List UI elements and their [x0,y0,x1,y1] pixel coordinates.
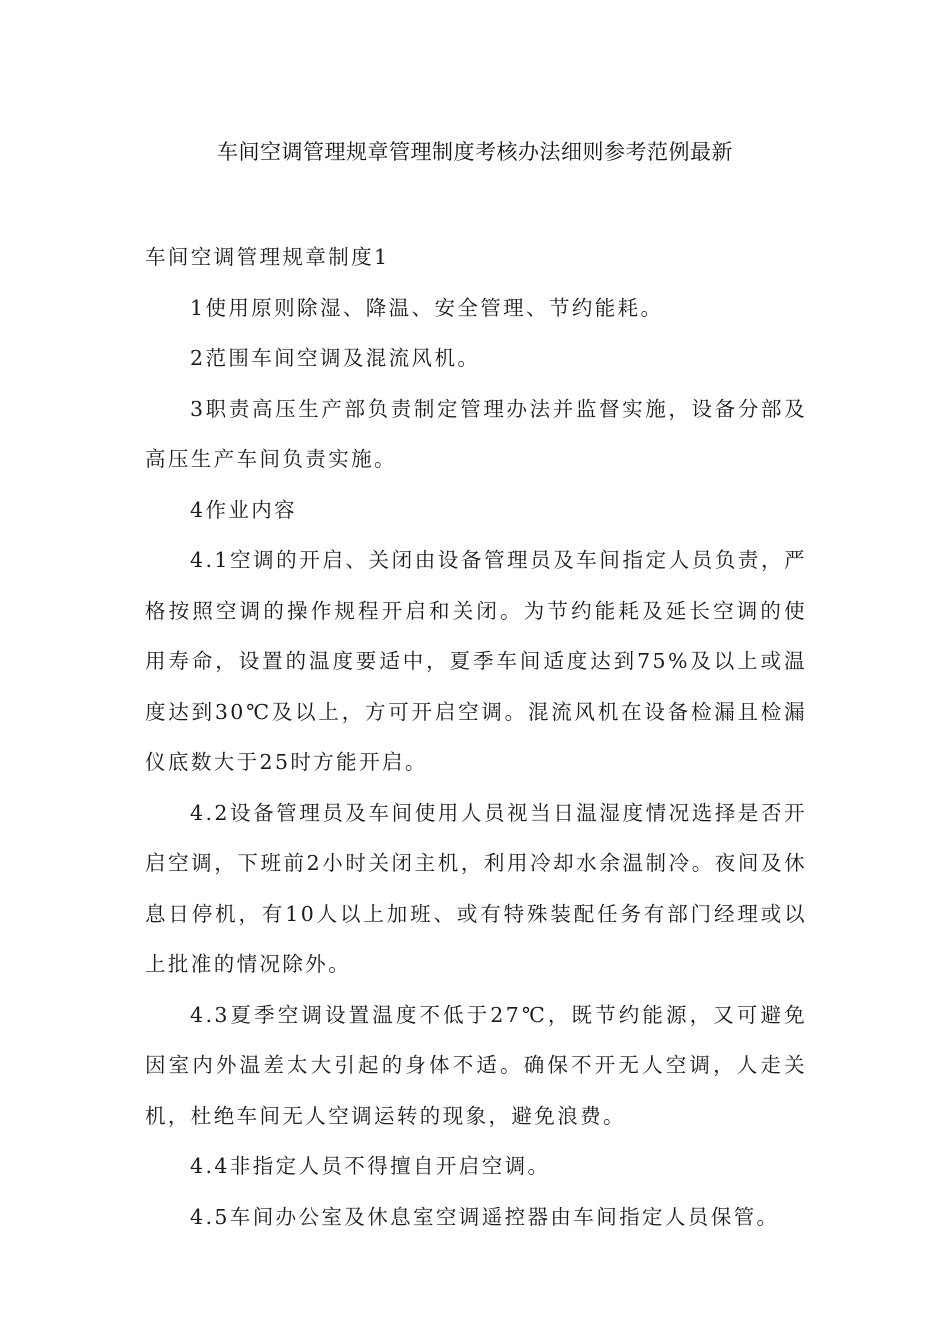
paragraph-4-2: 4.2设备管理员及车间使用人员视当日温湿度情况选择是否开启空调，下班前2小时关闭主机，利用冷却水余温制冷。夜间及休息日停机，有10人以上加班、或有特殊装配任务有部门经理或以上批准的情况除外。 [145,800,807,976]
paragraph-4-1: 4.1空调的开启、关闭由设备管理员及车间指定人员负责，严格按照空调的操作规程开启和关闭。为节约能耗及延长空调的使用寿命，设置的温度要适中，夏季车间适度达到75%及以上或温度达到30℃及以上，方可开启空调。混流风机在设备检漏且检漏仪底数大于25时方能开启。 [145,548,807,774]
document-title: 车间空调管理规章管理制度考核办法细则参考范例最新 [217,140,733,164]
paragraph-scope: 2范围车间空调及混流风机。 [190,346,481,370]
section-heading: 车间空调管理规章制度1 [145,245,390,269]
paragraph-4-5: 4.5车间办公室及休息室空调遥控器由车间指定人员保管。 [190,1204,780,1229]
paragraph-principle: 1使用原则除湿、降温、安全管理、节约能耗。 [190,295,664,320]
document-body [145,232,807,1242]
paragraph-work-content: 4作业内容 [190,497,298,522]
paragraph-4-3: 4.3夏季空调设置温度不低于27℃，既节约能源，又可避免因室内外温差太大引起的身体不适。确保不开无人空调，人走关机，杜绝车间无人空调运转的现象，避免浪费。 [145,1002,807,1128]
paragraph-4-4: 4.4非指定人员不得擅自开启空调。 [190,1154,551,1178]
paragraph-responsibility: 3职责高压生产部负责制定管理办法并监督实施，设备分部及高压生产车间负责实施。 [145,396,807,471]
